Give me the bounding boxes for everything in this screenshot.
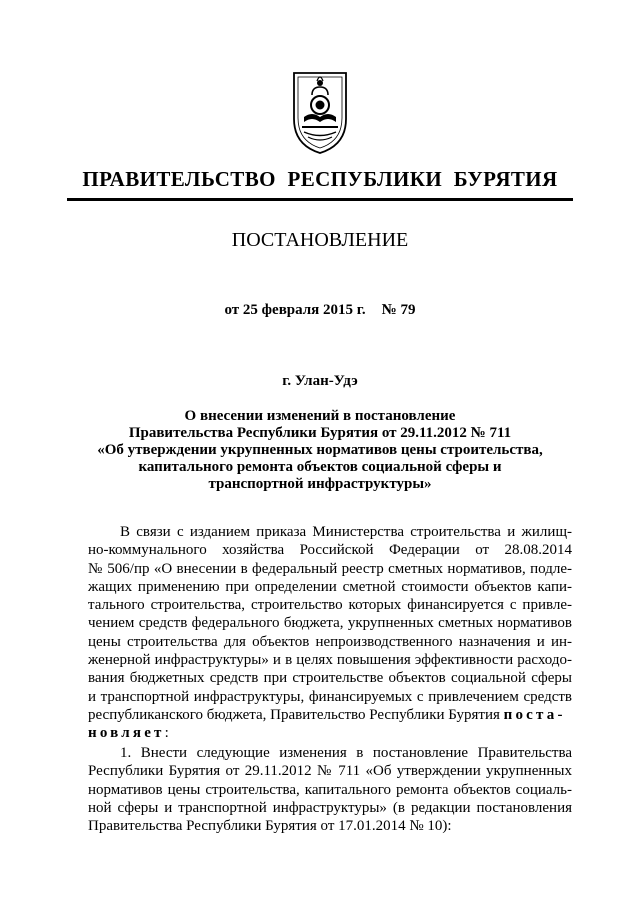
heading-line: Правительства Республики Бурятия от 29.11.2012 № 711 (128, 425, 512, 441)
text-line: чением средств федерального бюджета, укрупненных сметных нормативов (88, 615, 572, 632)
resolve-word-part1: поста- (503, 706, 566, 723)
text-line: ной сферы и транспортной инфраструктуры» (в редакции постановления (88, 799, 572, 816)
date-line (0, 302, 640, 319)
clause-1-paragraph (88, 744, 572, 835)
text-line: В связи с изданием приказа Министерства строительства и жилищ- (120, 524, 572, 540)
text-line (88, 706, 572, 724)
document-heading (60, 408, 580, 493)
heading-line: «Об утверждении укрупненных нормативов цены строительства, (97, 442, 543, 458)
heading-line: капитального ремонта объектов социальной сферы и (138, 459, 502, 475)
text-line: но-коммунального хозяйства Российской Федерации от 28.08.2014 (88, 542, 572, 559)
resolve-word-part2: новляет (88, 725, 165, 742)
text-line: и транспортной инфраструктуры, финансируемых с привлечением средств (88, 688, 572, 705)
header-divider (67, 198, 573, 201)
text-line: тального строительства, строительство которых финансируется с привле- (88, 597, 572, 614)
text-fragment: республиканского бюджета, Правительство Республики Бурятия (88, 706, 500, 723)
text-line: Правительства Республики Бурятия от 17.01.2014 № 10): (88, 818, 452, 835)
text-line: № 506/пр «О внесении в федеральный реестр сметных нормативов, подле- (88, 560, 572, 577)
text-line: 1. Внести следующие изменения в постановление Правительства (120, 745, 572, 761)
text-line: жащих применению при определении сметной стоимости объектов капи- (88, 578, 572, 595)
heading-line: О внесении изменений в постановление (184, 408, 456, 424)
organization-title: ПРАВИТЕЛЬСТВО РЕСПУБЛИКИ БУРЯТИЯ (82, 167, 558, 191)
text-line: женерной инфраструктуры» и в целях повышения эффективности расходо- (88, 652, 572, 669)
text-line: Республики Бурятия от 29.11.2012 № 711 «Об утверждении укрупненных (88, 763, 572, 780)
document-date: от 25 февраля 2015 г. (224, 302, 366, 318)
preamble-paragraph (88, 523, 572, 743)
document-number: № 79 (381, 302, 416, 318)
text-line (88, 724, 572, 742)
city: г. Улан-Удэ (282, 373, 358, 389)
text-line: нормативов цены строительства, капитального ремонта объектов социаль- (88, 781, 572, 798)
text-line: вания бюджетных средств при строительстве объектов социальной сферы (88, 670, 572, 687)
text-line: цены строительства для объектов непроизводственного назначения и ин- (88, 633, 572, 650)
buryatia-coat-of-arms-icon (290, 69, 350, 155)
document-type: ПОСТАНОВЛЕНИЕ (231, 229, 409, 251)
heading-line: транспортной инфраструктуры» (208, 476, 432, 492)
resolve-tail: : (164, 725, 169, 742)
